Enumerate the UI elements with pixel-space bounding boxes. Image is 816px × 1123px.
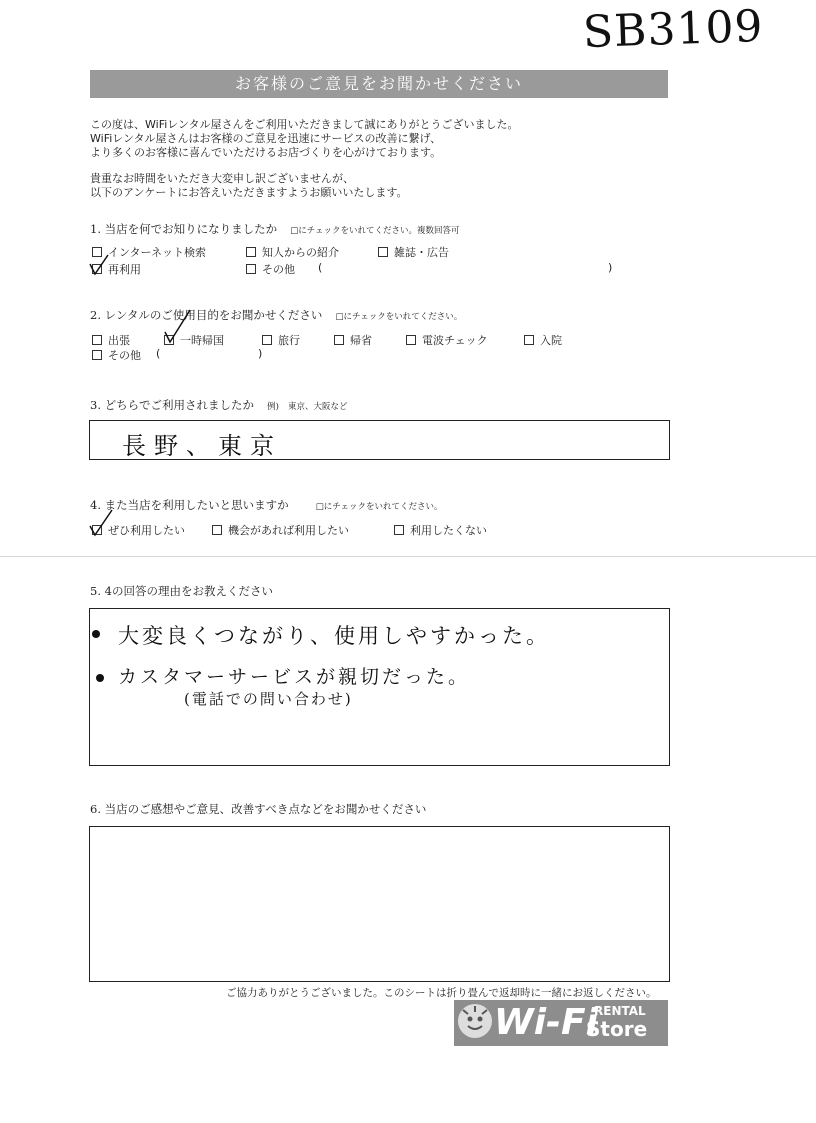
q4-title: 4. また当店を利用したいと思いますか: [90, 498, 289, 512]
q1-option-magazine[interactable]: 雑誌・広告: [378, 244, 449, 260]
intro-line: 貴重なお時間をいただき大変申し訳ございませんが、: [90, 172, 354, 185]
q1-other-close-paren: ): [608, 261, 613, 274]
q4-option-if-chance[interactable]: 機会があれば利用したい: [212, 522, 349, 538]
q1-note: □にチェックをいれてください。複数回答可: [290, 226, 460, 236]
q5-title: 5. 4の回答の理由をお教えください: [90, 584, 273, 598]
footer-thanks: ご協力ありがとうございました。このシートは折り畳んで返却時に一緒にお返しください。: [226, 987, 657, 999]
q6-title: 6. 当店のご感想やご意見、改善すべき点などをお聞かせください: [90, 802, 427, 816]
q2-other-close-paren: ): [258, 347, 263, 360]
mascot-face-icon: [458, 1004, 492, 1038]
q5-answer-sub-note: (電話での問い合わせ): [184, 690, 353, 708]
q2-note: □にチェックをいれてください。: [335, 312, 463, 322]
q1-option-other[interactable]: その他: [246, 261, 295, 277]
q4-option-definitely[interactable]: ぜひ利用したい: [92, 522, 185, 538]
q2-option-other[interactable]: その他: [92, 347, 141, 363]
checkbox[interactable]: [262, 335, 272, 345]
q2-option-hospital[interactable]: 入院: [524, 332, 562, 348]
q1-option-referral[interactable]: 知人からの紹介: [246, 244, 339, 260]
checkbox[interactable]: [246, 247, 256, 257]
q2-other-open-paren: (: [156, 347, 161, 360]
q4-heading: [90, 494, 443, 513]
brand-logo-wifi: Wi-Fi: [494, 1002, 598, 1043]
q2-check-mark: [160, 306, 194, 346]
q3-answer-handwritten: 長野、東京: [122, 432, 282, 460]
bullet-dot: [92, 630, 100, 638]
q4-check-mark: [86, 508, 116, 538]
brand-logo-store: Store: [586, 1017, 648, 1041]
checkbox[interactable]: [212, 525, 222, 535]
intro-paragraph: [90, 118, 519, 160]
q4-note: □にチェックをいれてください。: [315, 502, 443, 512]
q2-option-return-home[interactable]: 一時帰国: [164, 332, 224, 348]
page-title: お客様のご意見をお聞かせください: [234, 74, 523, 93]
q4-option-no[interactable]: 利用したくない: [394, 522, 487, 538]
q2-option-homecoming[interactable]: 帰省: [334, 332, 372, 348]
intro-paragraph-2: [90, 172, 407, 200]
q2-option-travel[interactable]: 旅行: [262, 332, 300, 348]
brand-logo-rental: RENTAL: [594, 1004, 646, 1018]
q2-heading: [90, 304, 462, 323]
q6-answer-box[interactable]: [89, 826, 670, 982]
q6-heading: [90, 798, 426, 817]
q1-heading: [90, 218, 460, 237]
checkbox[interactable]: [246, 264, 256, 274]
intro-line: WiFiレンタル屋さんはお客様のご意見を迅速にサービスの改善に繋げ、: [90, 132, 442, 145]
checkbox[interactable]: [92, 335, 102, 345]
intro-line: より多くのお客様に喜んでいただけるお店づくりを心がけております。: [90, 146, 442, 159]
checkbox[interactable]: [334, 335, 344, 345]
q1-title: 1. 当店を何でお知りになりましたか: [90, 222, 278, 236]
page-fold-line: [0, 556, 816, 557]
q2-option-signal-check[interactable]: 電波チェック: [406, 332, 488, 348]
q1-other-open-paren: (: [318, 261, 323, 274]
q3-heading: [90, 394, 348, 413]
q5-answer-line-1: 大変良くつながり、使用しやすかった。: [118, 624, 550, 648]
q2-option-business[interactable]: 出張: [92, 332, 130, 348]
q2-title: 2. レンタルのご使用目的をお聞かせください: [90, 308, 323, 322]
q3-example-label: 例): [267, 402, 279, 412]
q5-answer-line-2: カスタマーサービスが親切だった。: [118, 666, 471, 688]
q3-title: 3. どちらでご利用されましたか: [90, 398, 255, 412]
checkbox[interactable]: [394, 525, 404, 535]
checkbox[interactable]: [92, 350, 102, 360]
checkbox[interactable]: [406, 335, 416, 345]
q1-check-mark: [86, 252, 112, 278]
mascot-icon: [458, 1004, 492, 1038]
checkbox[interactable]: [378, 247, 388, 257]
q1-option-internet[interactable]: インターネット検索: [92, 244, 206, 260]
sheet-id-handwritten: SB3109: [582, 0, 765, 59]
checkbox[interactable]: [524, 335, 534, 345]
q5-heading: [90, 580, 273, 599]
intro-line: この度は、WiFiレンタル屋さんをご利用いただきまして誠にありがとうございました。: [90, 118, 519, 131]
intro-line: 以下のアンケートにお答えいただきますようお願いいたします。: [90, 186, 408, 199]
bullet-dot: [96, 674, 104, 682]
q1-option-reuse[interactable]: 再利用: [92, 261, 141, 277]
q3-example: 東京、大阪など: [288, 402, 348, 412]
